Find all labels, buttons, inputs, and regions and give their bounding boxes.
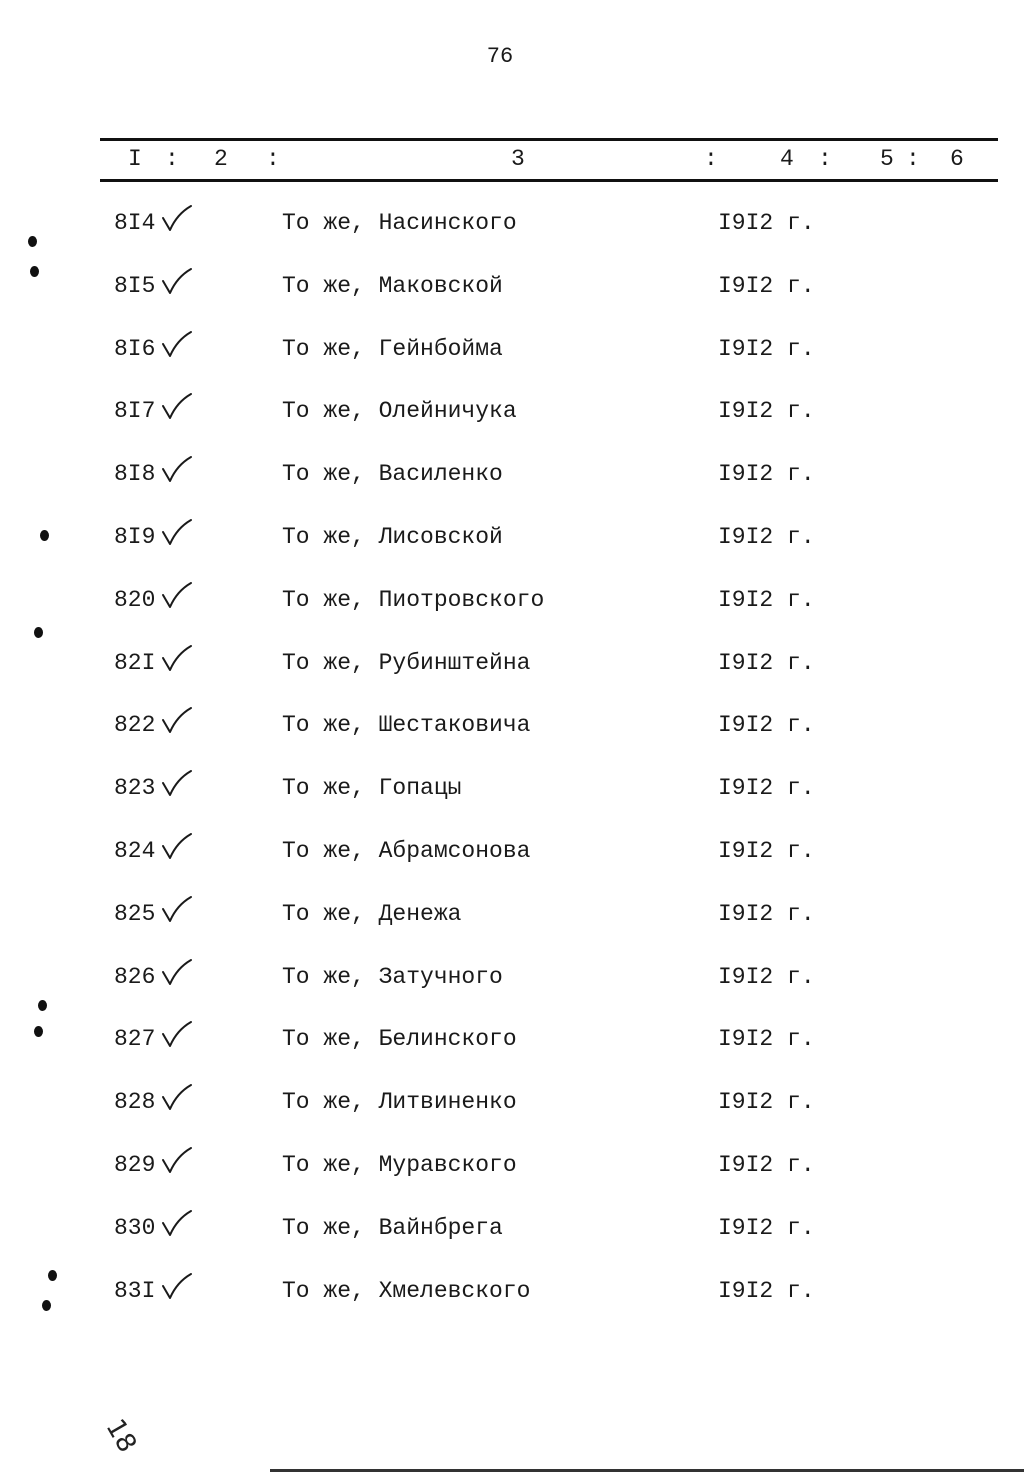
record-date: I9I2 г. (718, 1026, 815, 1053)
header-separator: : (165, 146, 179, 172)
record-description: То же, Литвиненко (282, 1089, 517, 1116)
table-row (0, 1026, 1024, 1066)
table-header-rule (100, 179, 998, 182)
table-row (0, 336, 1024, 376)
checkmark-icon (160, 579, 196, 613)
record-number: 8I9 (114, 524, 156, 550)
checkmark-icon (160, 202, 196, 236)
record-date: I9I2 г. (718, 398, 815, 425)
record-number: 8I7 (114, 398, 156, 425)
record-number: 825 (114, 900, 156, 927)
record-description: То же, Олейничука (282, 398, 517, 425)
record-number: 824 (114, 838, 156, 864)
record-description: То же, Абрамсонова (282, 838, 531, 864)
checkmark-icon (160, 265, 196, 299)
page-bottom-edge (270, 1469, 1024, 1472)
table-top-rule (100, 138, 998, 141)
table-row (0, 398, 1024, 438)
record-description: То же, Денежа (282, 900, 462, 927)
table-row (0, 775, 1024, 815)
record-description: То же, Гопацы (282, 775, 462, 802)
table-row (0, 524, 1024, 564)
punch-hole-mark (48, 1270, 57, 1281)
record-number: 8I8 (114, 461, 156, 488)
checkmark-icon (160, 893, 196, 927)
table-row (0, 1089, 1024, 1129)
checkmark-icon (160, 1270, 196, 1304)
table-row (0, 210, 1024, 250)
checkmark-icon (160, 704, 196, 738)
header-col-1: I (128, 146, 142, 172)
table-row (0, 1215, 1024, 1255)
record-description: То же, Насинского (282, 210, 517, 236)
header-col-3: 3 (511, 146, 525, 172)
record-number: 820 (114, 586, 156, 613)
punch-hole-mark (40, 530, 49, 541)
punch-hole-mark (38, 1000, 47, 1011)
record-date: I9I2 г. (718, 1214, 815, 1241)
record-number: 83I (114, 1277, 156, 1304)
punch-hole-mark (34, 1026, 43, 1037)
checkmark-icon (160, 390, 196, 424)
page-number: 76 (486, 44, 514, 69)
record-number: 8I5 (114, 272, 156, 299)
record-number: 823 (114, 775, 156, 802)
record-number: 82I (114, 649, 156, 676)
record-description: То же, Затучного (282, 963, 503, 990)
header-col-5: 5 (880, 146, 894, 172)
handwritten-sheet-number-text: 18 (99, 1414, 143, 1458)
record-date: I9I2 г. (718, 1152, 815, 1178)
record-description: То же, Муравского (282, 1152, 517, 1178)
record-description: То же, Пиотровского (282, 586, 545, 613)
punch-hole-mark (28, 236, 37, 247)
record-description: То же, Лисовской (282, 524, 503, 550)
record-date: I9I2 г. (718, 586, 815, 613)
punch-hole-mark (30, 266, 39, 277)
record-number: 829 (114, 1152, 156, 1178)
table-row (0, 1152, 1024, 1192)
record-description: То же, Хмелевского (282, 1277, 531, 1304)
record-date: I9I2 г. (718, 335, 815, 362)
record-date: I9I2 г. (718, 210, 815, 236)
record-date: I9I2 г. (718, 900, 815, 927)
punch-hole-mark (42, 1300, 51, 1311)
checkmark-icon (160, 830, 196, 864)
table-row (0, 964, 1024, 1004)
record-description: То же, Шестаковича (282, 712, 531, 739)
punch-hole-mark (34, 627, 43, 638)
record-number: 822 (114, 712, 156, 739)
record-date: I9I2 г. (718, 1089, 815, 1116)
table-row (0, 838, 1024, 878)
table-row (0, 712, 1024, 752)
record-description: То же, Вайнбрега (282, 1214, 503, 1241)
table-row (0, 901, 1024, 941)
header-separator: : (704, 146, 718, 172)
record-description: То же, Белинского (282, 1026, 517, 1053)
table-row (0, 587, 1024, 627)
header-separator: : (906, 146, 920, 172)
record-date: I9I2 г. (718, 461, 815, 488)
table-row (0, 1278, 1024, 1318)
record-description: То же, Маковской (282, 272, 503, 299)
checkmark-icon (160, 1081, 196, 1115)
record-date: I9I2 г. (718, 524, 815, 550)
record-description: То же, Василенко (282, 461, 503, 488)
record-number: 8I4 (114, 210, 156, 236)
record-description: То же, Гейнбойма (282, 335, 503, 362)
checkmark-icon (160, 767, 196, 801)
record-number: 827 (114, 1026, 156, 1053)
header-col-6: 6 (950, 146, 964, 172)
checkmark-icon (160, 642, 196, 676)
record-date: I9I2 г. (718, 712, 815, 739)
checkmark-icon (160, 1144, 196, 1178)
record-date: I9I2 г. (718, 838, 815, 864)
record-number: 830 (114, 1214, 156, 1241)
checkmark-icon (160, 453, 196, 487)
record-date: I9I2 г. (718, 1277, 815, 1304)
checkmark-icon (160, 956, 196, 990)
record-date: I9I2 г. (718, 272, 815, 299)
header-separator: : (266, 146, 280, 172)
checkmark-icon (160, 1018, 196, 1052)
header-col-4: 4 (780, 146, 794, 172)
table-row (0, 650, 1024, 690)
record-number: 826 (114, 963, 156, 990)
record-description: То же, Рубинштейна (282, 649, 531, 676)
record-date: I9I2 г. (718, 775, 815, 802)
record-date: I9I2 г. (718, 649, 815, 676)
record-number: 828 (114, 1089, 156, 1116)
table-row (0, 461, 1024, 501)
checkmark-icon (160, 328, 196, 362)
handwritten-sheet-number (99, 1402, 144, 1458)
table-row (0, 273, 1024, 313)
header-col-2: 2 (214, 146, 228, 172)
record-date: I9I2 г. (718, 963, 815, 990)
checkmark-icon (160, 1207, 196, 1241)
header-separator: : (818, 146, 832, 172)
checkmark-icon (160, 516, 196, 550)
record-number: 8I6 (114, 335, 156, 362)
